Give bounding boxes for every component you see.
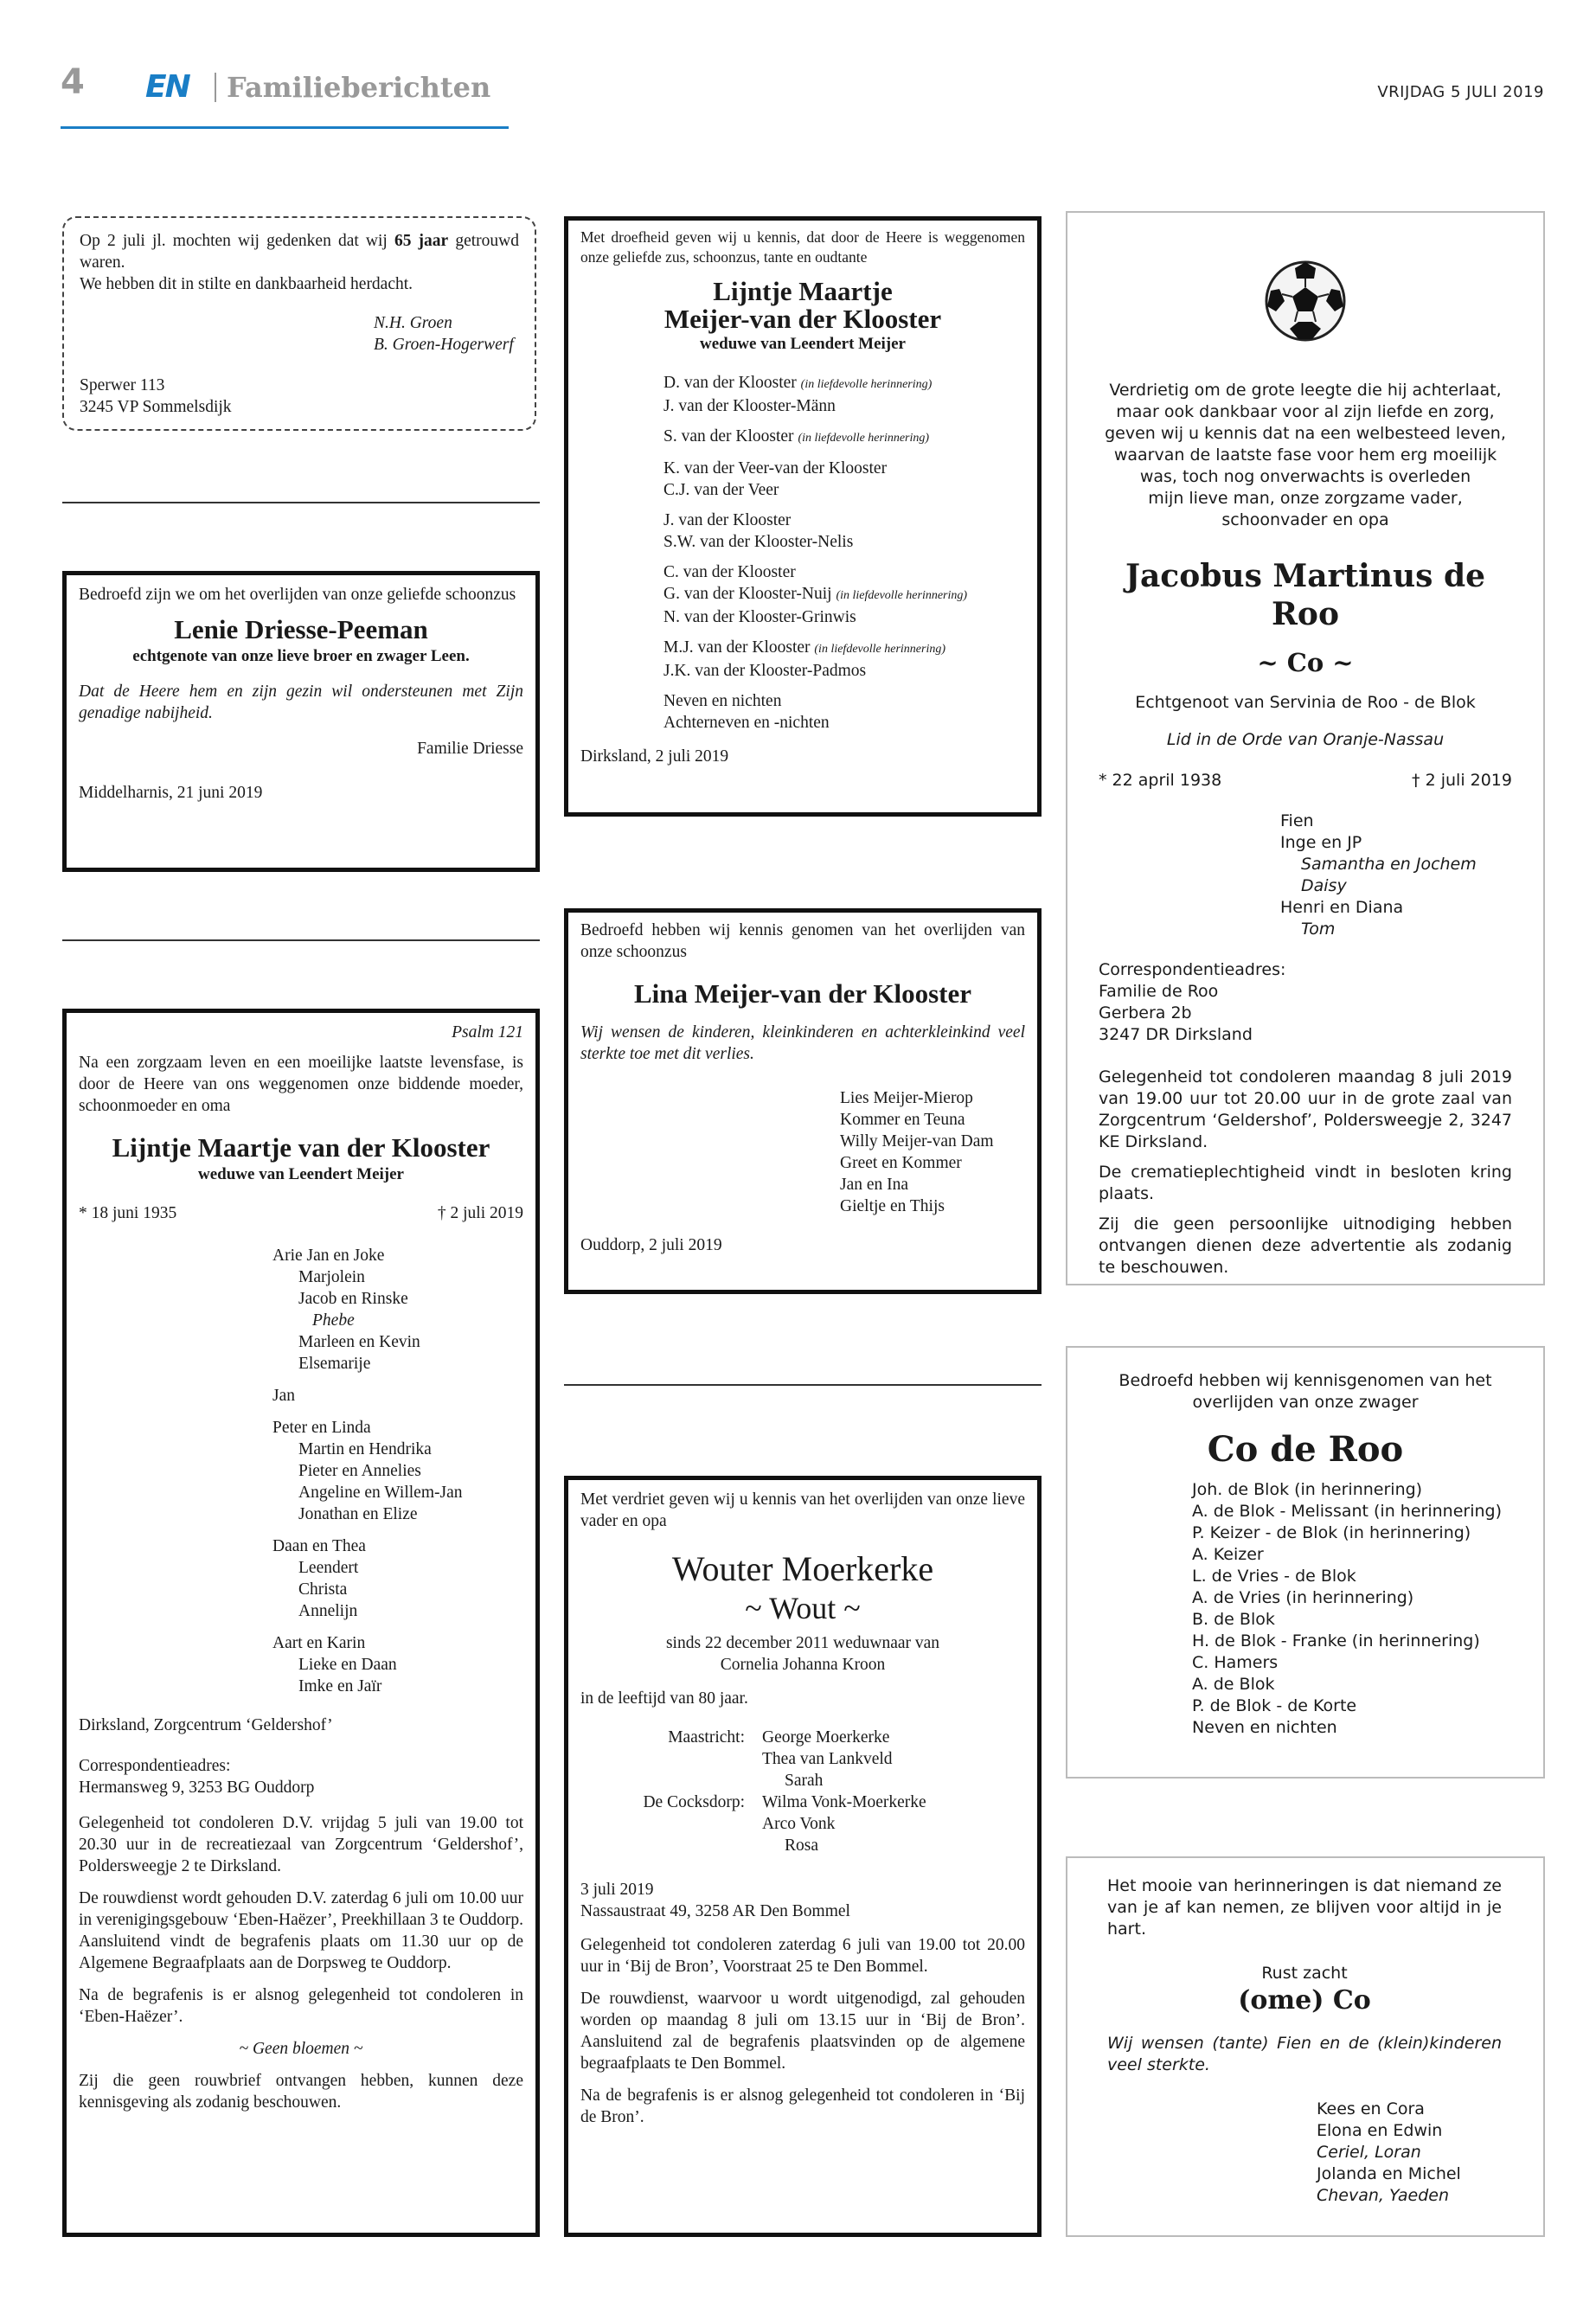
deceased-subtitle: echtgenote van onze lieve broer en zwager Leen. bbox=[132, 647, 470, 665]
correspondence-address: Hermansweg 9, 3253 BG Ouddorp bbox=[79, 1779, 315, 1797]
header-rule bbox=[61, 126, 509, 129]
family-location: Maastricht: bbox=[668, 1728, 745, 1747]
ad-lijntje-siblings bbox=[564, 216, 1042, 817]
family-member: Neven en nichten bbox=[1192, 1718, 1337, 1737]
condolence-text: Gelegenheid tot condoleren zaterdag 6 juli van 19.00 tot 20.00 uur in ‘Bij de Bron’, Voorstraat 25 te Den Bommel. bbox=[580, 1936, 1025, 1976]
cremation-text: De crematieplechtigheid vindt in besloten kring plaats. bbox=[1099, 1163, 1512, 1203]
ad-lijntje-family bbox=[62, 1009, 540, 2237]
family-member: Joh. de Blok (in herinnering) bbox=[1192, 1480, 1423, 1499]
family-list bbox=[1099, 811, 1512, 940]
separator-rule bbox=[62, 502, 540, 503]
family-member: Kommer en Teuna bbox=[840, 1111, 965, 1129]
family-member: K. van der Veer-van der Klooster bbox=[663, 459, 888, 478]
family-member: P. Keizer - de Blok (in herinnering) bbox=[1192, 1523, 1471, 1542]
family-member: Phebe bbox=[312, 1311, 355, 1330]
family-member: Daisy bbox=[1301, 876, 1347, 895]
family-member: George Moerkerke bbox=[762, 1728, 890, 1747]
family-member: S.W. van der Klooster-Nelis bbox=[663, 533, 854, 551]
date-text: 3 juli 2019 bbox=[580, 1881, 654, 1899]
family-member: A. de Blok - Melissant (in herinnering) bbox=[1192, 1502, 1502, 1521]
family-member: D. van der Klooster (in liefdevolle herinnering) bbox=[663, 374, 933, 392]
spouse-name: Cornelia Johanna Kroon bbox=[720, 1656, 886, 1674]
signature: Familie Driesse bbox=[417, 740, 523, 758]
family-member: Gieltje en Thijs bbox=[840, 1197, 945, 1215]
place-date: Middelharnis, 21 juni 2019 bbox=[79, 784, 263, 802]
intro-text: Met verdriet geven wij u kennis van het overlijden van onze lieve vader en opa bbox=[580, 1490, 1025, 1530]
separator-rule bbox=[564, 1384, 1042, 1386]
issue-date: VRIJDAG 5 JULI 2019 bbox=[1377, 83, 1544, 101]
place-date: Dirksland, 2 juli 2019 bbox=[580, 747, 729, 766]
family-member: Annelijn bbox=[298, 1602, 358, 1620]
family-member: Peter en Linda bbox=[272, 1419, 371, 1437]
family-member: G. van der Klooster-Nuij (in liefdevolle herinnering) bbox=[663, 585, 968, 603]
family-member: A. de Vries (in herinnering) bbox=[1192, 1588, 1414, 1607]
family-member: Lies Meijer-Mierop bbox=[840, 1089, 973, 1107]
birth-date: * 22 april 1938 bbox=[1099, 771, 1222, 790]
family-member: Kees en Cora bbox=[1317, 2099, 1425, 2118]
section-title: Familieberichten bbox=[227, 71, 491, 104]
family-list bbox=[1093, 1479, 1517, 1739]
deceased-name: Lijntje Maartje van der Klooster bbox=[112, 1132, 490, 1163]
family-location: De Cocksdorp: bbox=[643, 1793, 745, 1811]
closing-note: Zij die geen rouwbrief ontvangen hebben, kunnen deze kennisgeving als zodanig beschouwen. bbox=[79, 2072, 523, 2112]
intro-text: Bedroefd zijn we om het overlijden van onze geliefde schoonzus bbox=[79, 586, 516, 604]
funeral-text: De rouwdienst, waarvoor u wordt uitgenodigd, zal gehouden worden op maandag 8 juli om 13.15 uur in ‘Bij de Bron’. Aansluitend zal de begrafenis plaatsvinden op de algemene begraafplaats te Den Bommel. bbox=[580, 1990, 1025, 2073]
family-member: C. van der Klooster bbox=[663, 563, 796, 581]
family-list bbox=[1107, 2099, 1502, 2207]
family-member: Inge en JP bbox=[1280, 833, 1362, 852]
death-date: † 2 juli 2019 bbox=[437, 1204, 523, 1222]
family-member: Ceriel, Loran bbox=[1317, 2143, 1421, 2162]
family-member: C. Hamers bbox=[1192, 1653, 1279, 1672]
family-member: Aart en Karin bbox=[272, 1634, 366, 1652]
correspondence-label: Correspondentieadres: bbox=[79, 1757, 231, 1775]
separator-rule bbox=[62, 939, 540, 941]
family-member: Marleen en Kevin bbox=[298, 1333, 420, 1351]
family-member: L. de Vries - de Blok bbox=[1192, 1567, 1356, 1586]
family-member: Daan en Thea bbox=[272, 1537, 366, 1555]
deceased-name: Lina Meijer-van der Klooster bbox=[634, 978, 971, 1009]
deceased-name: Lenie Driesse-Peeman bbox=[174, 614, 428, 644]
honour-text: Lid in de Orde van Oranje-Nassau bbox=[1166, 730, 1445, 749]
family-member: M.J. van der Klooster (in liefdevolle herinnering) bbox=[663, 638, 946, 657]
ad-lenie-driesse bbox=[62, 571, 540, 872]
deceased-name: Lijntje Maartje bbox=[713, 276, 893, 306]
family-member: Christa bbox=[298, 1580, 348, 1599]
family-member: Marjolein bbox=[298, 1268, 365, 1286]
family-member: Jacob en Rinske bbox=[298, 1290, 408, 1308]
ad-jacobus-de-roo bbox=[1066, 211, 1545, 1285]
family-member: S. van der Klooster (in liefdevolle herinnering) bbox=[663, 427, 930, 445]
signature: N.H. Groen bbox=[374, 314, 452, 332]
family-member: Chevan, Yaeden bbox=[1317, 2186, 1449, 2205]
family-member: Jan en Ina bbox=[840, 1176, 909, 1194]
family-member: Angeline en Willem-Jan bbox=[298, 1484, 463, 1502]
ad-groen-anniversary bbox=[62, 216, 536, 431]
address-text: Nassaustraat 49, 3258 AR Den Bommel bbox=[580, 1902, 850, 1920]
family-member: Willy Meijer-van Dam bbox=[840, 1132, 994, 1150]
family-member: Martin en Hendrika bbox=[298, 1440, 432, 1458]
rest-text: Rust zacht bbox=[1261, 1964, 1348, 1983]
family-list bbox=[580, 372, 1025, 734]
quote-text: Het mooie van herinneringen is dat niemand ze van je af kan nemen, ze blijven voor altijd in je hart. bbox=[1107, 1876, 1502, 1939]
deceased-name: Co de Roo bbox=[1207, 1429, 1404, 1470]
family-member: Achterneven en -nichten bbox=[663, 714, 830, 732]
family-member: J. van der Klooster-Männ bbox=[663, 397, 836, 415]
intro-text: Verdrietig om de grote leegte die hij achterlaat, maar ook dankbaar voor al zijn liefde en zorg, geven wij u kennis dat na een welbesteed leven, waarvan de laatste fase voor hem erg moeilijk was, toch nog onverwachts is overleden mijn lieve man, onze zorgzame vader, schoonvader en opa bbox=[1105, 381, 1506, 529]
family-member: J.K. van der Klooster-Padmos bbox=[663, 662, 867, 680]
deceased-subtitle: weduwe van Leendert Meijer bbox=[700, 335, 906, 353]
deceased-subtitle: weduwe van Leendert Meijer bbox=[198, 1165, 404, 1183]
address-line: Sperwer 113 bbox=[80, 376, 165, 394]
family-member: Greet en Kommer bbox=[840, 1154, 962, 1172]
spouse-text: Echtgenoot van Servinia de Roo - de Blok bbox=[1135, 693, 1476, 712]
after-funeral-text: Na de begrafenis is er alsnog gelegenheid tot condoleren in ‘Eben-Haëzer’. bbox=[79, 1986, 523, 2026]
address-line: 3245 VP Sommelsdijk bbox=[80, 398, 232, 416]
signature: B. Groen-Hogerwerf bbox=[374, 336, 514, 354]
family-member: A. Keizer bbox=[1192, 1545, 1264, 1564]
intro-text: Bedroefd hebben wij kennis genomen van het overlijden van onze schoonzus bbox=[580, 921, 1025, 961]
family-member: Henri en Diana bbox=[1280, 898, 1404, 917]
family-list bbox=[580, 1087, 1025, 1217]
family-member: Tom bbox=[1301, 920, 1336, 939]
family-member: C.J. van der Veer bbox=[663, 481, 779, 499]
family-member: N. van der Klooster-Grinwis bbox=[663, 608, 856, 626]
family-member: A. de Blok bbox=[1192, 1675, 1275, 1694]
soccer-ball-icon bbox=[1099, 260, 1512, 349]
family-member: Lieke en Daan bbox=[298, 1656, 397, 1674]
funeral-text: De rouwdienst wordt gehouden D.V. zaterdag 6 juli om 10.00 uur in verenigingsgebouw ‘Eben-Haëzer’, Preekhillaan 3 te Ouddorp. Aansluitend vindt de begrafenis plaats om 11.30 uur op de Algemene Begraafplaats aan de Dorpsweg te Ouddorp. bbox=[79, 1889, 523, 1972]
family-member: H. de Blok - Franke (in herinnering) bbox=[1192, 1631, 1480, 1650]
family-member: Jan bbox=[272, 1387, 295, 1405]
family-list bbox=[79, 1245, 523, 1697]
family-member: Imke en Jaïr bbox=[298, 1677, 382, 1695]
family-member: Elsemarije bbox=[298, 1355, 371, 1373]
closing-note: Zij die geen persoonlijke uitnodiging hebben ontvangen dienen deze advertentie als zodanig te beschouwen. bbox=[1099, 1215, 1512, 1277]
family-member: Samantha en Jochem bbox=[1301, 855, 1477, 874]
newspaper-logo: EN bbox=[145, 69, 189, 105]
widower-text: sinds 22 december 2011 weduwnaar van bbox=[665, 1634, 940, 1652]
family-member: Wilma Vonk-Moerkerke bbox=[762, 1793, 926, 1811]
condolence-text: Gelegenheid tot condoleren D.V. vrijdag 5 juli van 19.00 tot 20.30 uur in de recreatiezaal van Zorgcentrum ‘Geldershof’, Poldersweegje 2 te Dirksland. bbox=[79, 1814, 523, 1875]
anniversary-line: We hebben dit in stilte en dankbaarheid herdacht. bbox=[80, 275, 413, 293]
wish-text: Wij wensen (tante) Fien en de (klein)kinderen veel sterkte. bbox=[1107, 2034, 1502, 2074]
family-member: Arie Jan en Joke bbox=[272, 1247, 385, 1265]
family-member: Elona en Edwin bbox=[1317, 2121, 1443, 2140]
family-list bbox=[580, 1727, 1025, 1856]
family-member: Thea van Lankveld bbox=[762, 1750, 893, 1768]
ad-co-de-roo bbox=[1066, 1346, 1545, 1779]
after-funeral-text: Na de begrafenis is er alsnog gelegenheid tot condoleren in ‘Bij de Bron’. bbox=[580, 2086, 1025, 2126]
intro-text: Bedroefd hebben wij kennisgenomen van het overlijden van onze zwager bbox=[1118, 1371, 1492, 1412]
family-member: Jonathan en Elize bbox=[298, 1505, 418, 1523]
ad-ome-co bbox=[1066, 1856, 1545, 2237]
deceased-name: Wouter Moerkerke bbox=[671, 1549, 934, 1588]
birth-date: * 18 juni 1935 bbox=[79, 1204, 177, 1222]
header-divider bbox=[215, 73, 216, 102]
ad-wouter-moerkerke bbox=[564, 1476, 1042, 2237]
family-member: Jolanda en Michel bbox=[1317, 2164, 1461, 2183]
ad-lina-meijer bbox=[564, 908, 1042, 1294]
family-member: Fien bbox=[1280, 811, 1314, 830]
family-member: Rosa bbox=[785, 1836, 818, 1855]
deceased-name: (ome) Co bbox=[1238, 1985, 1371, 2016]
family-member: Sarah bbox=[785, 1772, 824, 1790]
correspondence-address: Correspondentieadres: Familie de Roo Gerbera 2b 3247 DR Dirksland bbox=[1099, 960, 1286, 1044]
family-member: P. de Blok - de Korte bbox=[1192, 1696, 1357, 1715]
intro-text: Na een zorgzaam leven en een moeilijke laatste levensfase, is door de Heere van ons weggenomen onze biddende moeder, schoonmoeder en oma bbox=[79, 1054, 523, 1115]
death-date: † 2 juli 2019 bbox=[1412, 771, 1512, 790]
family-member: Leendert bbox=[298, 1559, 359, 1577]
psalm-reference: Psalm 121 bbox=[452, 1023, 523, 1042]
page-number: 4 bbox=[61, 62, 85, 102]
intro-text: Met droefheid geven wij u kennis, dat door de Heere is weggenomen onze geliefde zus, schoonzus, tante en oudtante bbox=[580, 228, 1025, 266]
family-member: B. de Blok bbox=[1192, 1610, 1275, 1629]
family-member: Arco Vonk bbox=[762, 1815, 836, 1833]
family-member: Pieter en Annelies bbox=[298, 1462, 421, 1480]
wish-text: Wij wensen de kinderen, kleinkinderen en achterkleinkind veel sterkte toe met dit verlies. bbox=[580, 1023, 1025, 1063]
family-member: J. van der Klooster bbox=[663, 511, 792, 529]
no-flowers-note: ~ Geen bloemen ~ bbox=[239, 2040, 363, 2058]
place-text: Dirksland, Zorgcentrum ‘Geldershof’ bbox=[79, 1716, 333, 1734]
deceased-name: Meijer-van der Klooster bbox=[663, 304, 942, 334]
place-date: Ouddorp, 2 juli 2019 bbox=[580, 1236, 722, 1254]
deceased-name: Jacobus Martinus de Roo bbox=[1125, 558, 1486, 632]
age-text: in de leeftijd van 80 jaar. bbox=[580, 1689, 748, 1708]
condolence-text: Gelegenheid tot condoleren maandag 8 juli 2019 van 19.00 uur tot 20.00 uur in de grote zaal van Zorgcentrum ‘Geldershof’, Poldersweegje 2, 3247 KE Dirksland. bbox=[1099, 1067, 1512, 1151]
anniversary-text: Op 2 juli jl. mochten wij gedenken dat wij 65 jaar getrouwd waren. bbox=[80, 232, 519, 272]
family-member: Neven en nichten bbox=[663, 692, 782, 710]
deceased-nickname: ~ Wout ~ bbox=[745, 1591, 861, 1625]
deceased-nickname: ~ Co ~ bbox=[1257, 648, 1354, 677]
wish-text: Dat de Heere hem en zijn gezin wil ondersteunen met Zijn genadige nabijheid. bbox=[79, 683, 523, 722]
